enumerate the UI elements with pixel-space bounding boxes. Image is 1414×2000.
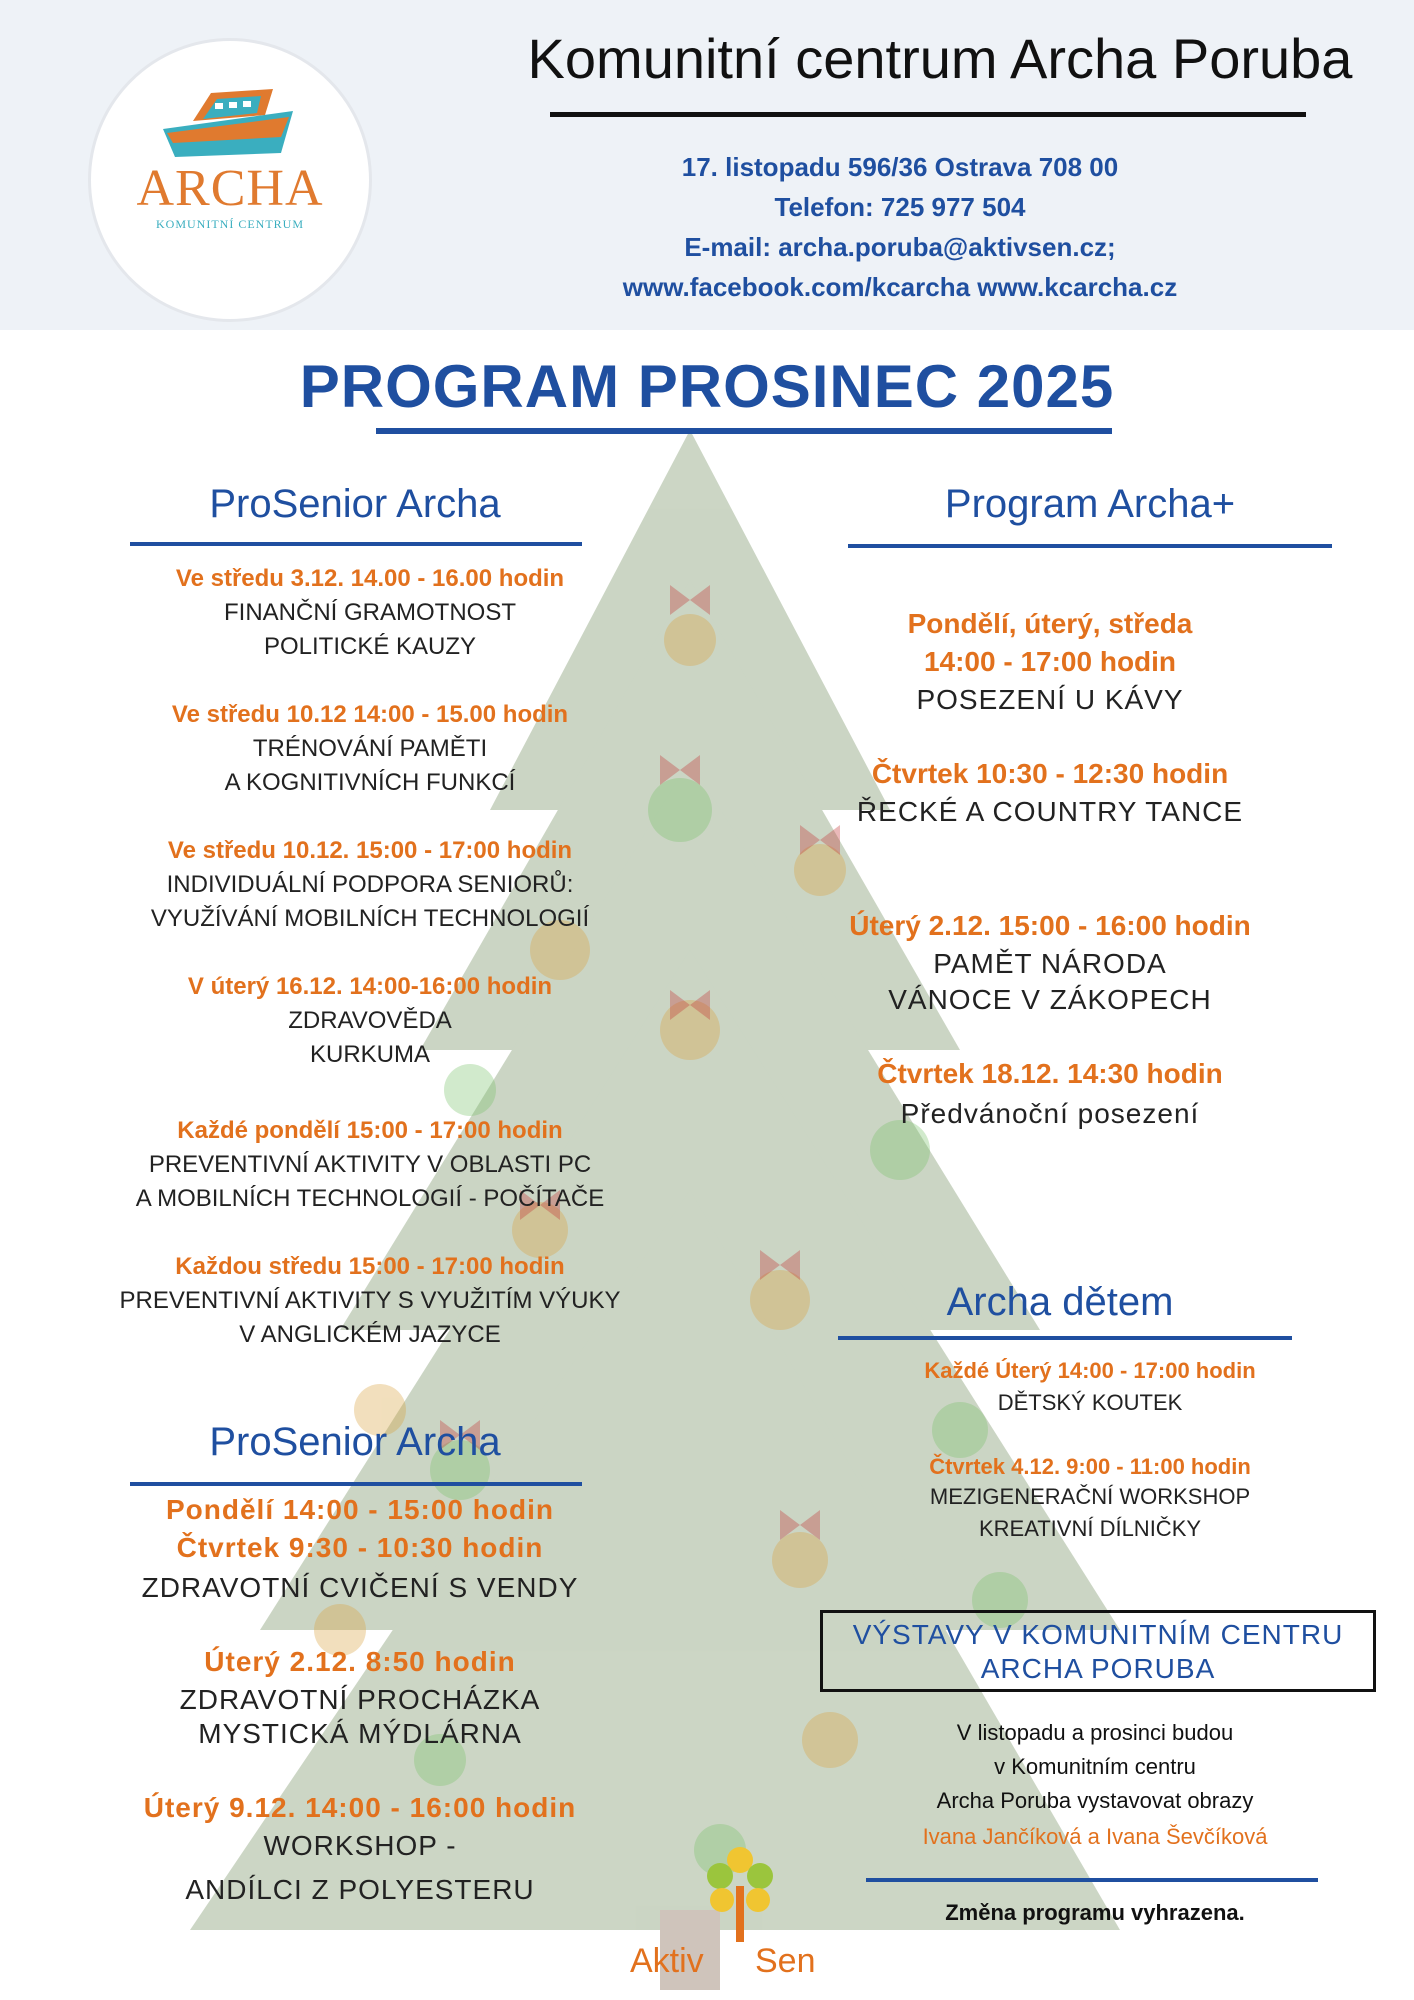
title-underline	[376, 428, 1112, 434]
section-heading-archa-plus: Program Archa+	[944, 482, 1236, 526]
archa-logo	[88, 38, 372, 322]
event-title: ZDRAVOVĚDA	[288, 1007, 452, 1034]
event-time: Úterý 2.12. 15:00 - 16:00 hodin	[849, 910, 1251, 941]
event-subtitle: KURKUMA	[309, 1041, 430, 1068]
event-title: ZDRAVOTNÍ CVIČENÍ S VENDY	[141, 1572, 579, 1603]
aktivsen-word-right: Sen	[755, 1942, 816, 1980]
event-title: FINANČNÍ GRAMOTNOST	[224, 599, 516, 626]
event-time: Úterý 2.12. 8:50 hodin	[204, 1646, 516, 1677]
event-title: ZDRAVOTNÍ PROCHÁZKA	[179, 1684, 541, 1715]
logo-subtitle: KOMUNITNÍ CENTRUM	[156, 217, 304, 231]
section-underline-archa-detem	[838, 1336, 1292, 1340]
org-title: Komunitní centrum Archa Poruba	[527, 27, 1353, 90]
contact-web: www.facebook.com/kcarcha www.kcarcha.cz	[622, 272, 1178, 302]
archa-detem-events	[820, 1358, 1360, 1548]
event-time: Pondělí 14:00 - 15:00 hodin	[166, 1494, 554, 1525]
event-time: Ve středu 10.12 14:00 - 15.00 hodin	[171, 701, 569, 728]
event-subtitle: KREATIVNÍ DÍLNIČKY	[978, 1516, 1202, 1541]
event-subtitle: POLITICKÉ KAUZY	[263, 633, 477, 660]
event-time-secondary: Čtvrtek 9:30 - 10:30 hodin	[176, 1532, 544, 1563]
section-underline-archa-plus	[848, 544, 1332, 548]
event-time: Každé pondělí 15:00 - 17:00 hodin	[177, 1117, 563, 1144]
event-title: MEZIGENERAČNÍ WORKSHOP	[929, 1484, 1251, 1509]
event-time: Každé Úterý 14:00 - 17:00 hodin	[924, 1358, 1256, 1383]
event-title: POSEZENÍ U KÁVY	[916, 684, 1184, 715]
section-underline-prosenior-2	[130, 1482, 582, 1486]
event-title: Předvánoční posezení	[900, 1098, 1200, 1129]
event-subtitle: VYUŽÍVÁNÍ MOBILNÍCH TECHNOLOGIÍ	[150, 905, 590, 932]
aktivsen-word-left: Aktiv	[630, 1942, 704, 1980]
section-heading-prosenior-2: ProSenior Archa	[209, 1420, 501, 1464]
contact-phone: Telefon: 725 977 504	[774, 192, 1026, 222]
event-time: Ve středu 10.12. 15:00 - 17:00 hodin	[167, 837, 573, 864]
event-title: WORKSHOP -	[263, 1830, 457, 1861]
event-time-secondary: 14:00 - 17:00 hodin	[923, 646, 1177, 677]
event-subtitle: A MOBILNÍCH TECHNOLOGIÍ - POČÍTAČE	[135, 1185, 605, 1212]
contact-address: 17. listopadu 596/36 Ostrava 708 00	[681, 152, 1119, 182]
exhibition-box	[820, 1610, 1376, 1692]
aktivsen-logo	[620, 1846, 840, 1986]
event-time: Čtvrtek 18.12. 14:30 hodin	[877, 1058, 1223, 1089]
header-divider	[550, 112, 1306, 117]
prosenior-2-events	[80, 1494, 640, 1914]
event-time: Čtvrtek 4.12. 9:00 - 11:00 hodin	[929, 1454, 1251, 1479]
event-time: Každou středu 15:00 - 17:00 hodin	[175, 1253, 565, 1280]
event-time: V úterý 16.12. 14:00-16:00 hodin	[187, 973, 553, 1000]
event-title: PREVENTIVNÍ AKTIVITY V OBLASTI PC	[148, 1151, 592, 1178]
boat-icon	[153, 81, 303, 161]
tree-icon	[700, 1846, 780, 1942]
exhibition-title: VÝSTAVY V KOMUNITNÍM CENTRU	[852, 1619, 1344, 1650]
prosenior-1-events	[80, 565, 660, 1348]
section-heading-archa-detem: Archa dětem	[946, 1280, 1174, 1324]
archa-plus-events	[780, 608, 1320, 1128]
exhibition-underline	[866, 1878, 1318, 1882]
event-subtitle: ANDÍLCI Z POLYESTERU	[185, 1874, 535, 1905]
exhibition-title-line2: ARCHA PORUBA	[980, 1653, 1216, 1684]
exhibition-text-2: v Komunitním centru	[994, 1754, 1196, 1779]
event-title: ŘECKÉ A COUNTRY TANCE	[856, 796, 1244, 827]
logo-word: ARCHA	[136, 160, 324, 217]
event-time: Pondělí, úterý, středa	[907, 608, 1193, 639]
event-subtitle: MYSTICKÁ MÝDLÁRNA	[198, 1718, 522, 1749]
event-title: INDIVIDUÁLNÍ PODPORA SENIORŮ:	[166, 871, 574, 898]
event-subtitle: VÁNOCE V ZÁKOPECH	[888, 984, 1212, 1015]
event-time: Čtvrtek 10:30 - 12:30 hodin	[871, 758, 1229, 789]
program-change-notice: Změna programu vyhrazena.	[945, 1900, 1245, 1925]
exhibition-text-1: V listopadu a prosinci budou	[956, 1720, 1234, 1745]
section-underline-prosenior-1	[130, 542, 582, 546]
exhibition-artists: Ivana Jančíková a Ivana Ševčíková	[922, 1824, 1268, 1849]
event-title: TRÉNOVÁNÍ PAMĚTI	[252, 735, 488, 762]
event-title: PREVENTIVNÍ AKTIVITY S VYUŽITÍM VÝUKY	[119, 1287, 621, 1314]
event-title: DĚTSKÝ KOUTEK	[997, 1390, 1183, 1415]
event-subtitle: A KOGNITIVNÍCH FUNKCÍ	[224, 769, 516, 796]
event-time: Ve středu 3.12. 14.00 - 16.00 hodin	[175, 565, 565, 592]
section-heading-prosenior-1: ProSenior Archa	[209, 482, 501, 526]
page-title: PROGRAM PROSINEC 2025	[299, 353, 1115, 420]
event-subtitle: V ANGLICKÉM JAZYCE	[239, 1321, 501, 1348]
exhibition-text-3: Archa Poruba vystavovat obrazy	[936, 1788, 1254, 1813]
contact-email: E-mail: archa.poruba@aktivsen.cz;	[684, 232, 1116, 262]
event-title: PAMĚT NÁRODA	[933, 948, 1167, 979]
event-time: Úterý 9.12. 14:00 - 16:00 hodin	[143, 1792, 577, 1823]
